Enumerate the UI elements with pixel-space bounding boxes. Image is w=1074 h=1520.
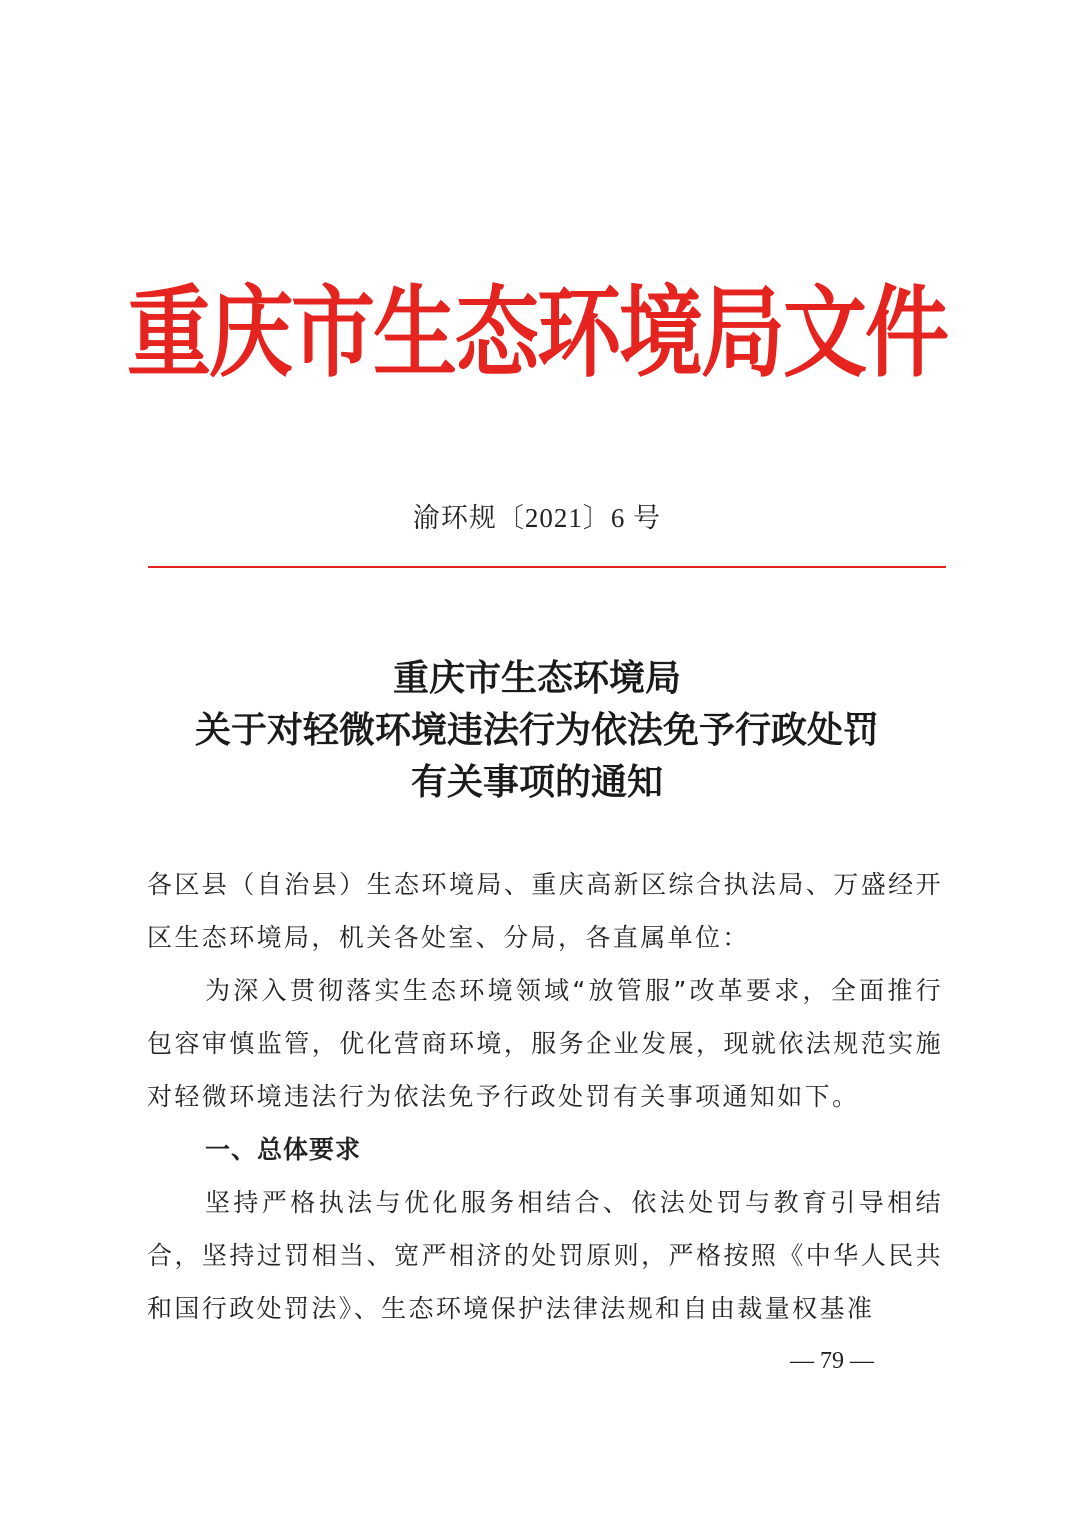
page-number: — 79 — [790,1348,874,1374]
red-divider-line [148,566,946,568]
issuer-header-title: 重庆市生态环境局文件 [126,273,947,391]
section-1-paragraph: 坚持严格执法与优化服务相结合、依法处罚与教育引导相结合，坚持过罚相当、宽严相济的处罚原则，严格按照《中华人民共和国行政处罚法》、生态环境保护法律法规和自由裁量权基准 [147,1188,943,1323]
document-number: 渝环规〔2021〕6 号 [412,503,662,533]
section-1-heading: 一、总体要求 [205,1135,362,1164]
notice-body [147,858,943,1335]
notice-title [0,652,1074,808]
recipients-paragraph: 各区县（自治县）生态环境局、重庆高新区综合执法局、万盛经开区生态环境局，机关各处室、分局，各直属单位： [147,870,943,952]
notice-title-line-3: 有关事项的通知 [410,761,663,803]
notice-title-line-1: 重庆市生态环境局 [392,657,681,699]
intro-paragraph: 为深入贯彻落实生态环境领域“放管服”改革要求，全面推行包容审慎监管，优化营商环境，服务企业发展，现就依法规范实施对轻微环境违法行为依法免予行政处罚有关事项通知如下。 [147,976,943,1111]
notice-title-line-2: 关于对轻微环境违法行为依法免予行政处罚 [194,709,879,751]
